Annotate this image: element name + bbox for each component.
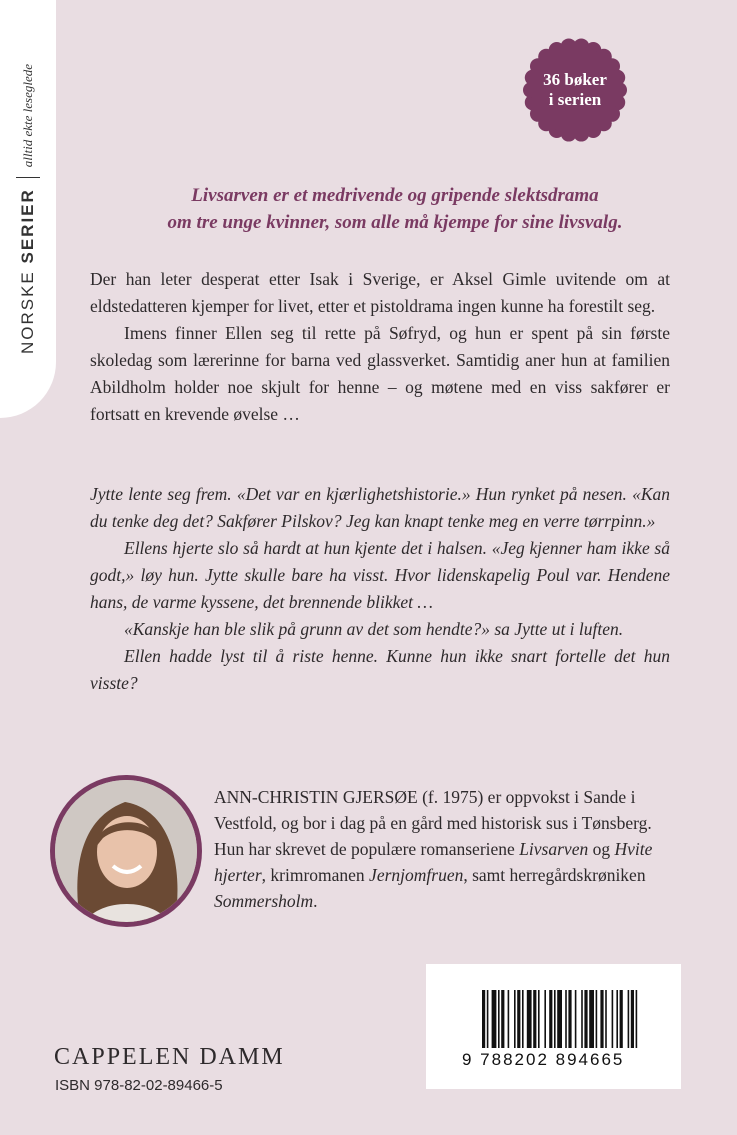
- description-paragraph: Imens finner Ellen seg til rette på Søfryd, og hun er spent på sin første skoledag som lærerinne for barna ved glassverket. Samtidig aner hun at familien Abildholm holder noe skjult for henne – og møtene med en viss sakfører er fortsatt en krevende øvelse …: [90, 323, 670, 424]
- description-paragraph: Der han leter desperat etter Isak i Sverige, er Aksel Gimle uvitende om at eldstedatteren kjemper for livet, etter et pistoldrama ingen kunne ha forestilt seg.: [90, 269, 670, 316]
- book-count-badge: [523, 38, 627, 142]
- author-bio-text: , krimromanen: [261, 865, 370, 885]
- author-portrait-icon: [55, 780, 197, 922]
- barcode-digits: 9 788202 894665: [462, 1050, 625, 1069]
- series-name: [18, 188, 38, 354]
- badge-line-2: i serien: [548, 90, 602, 109]
- series-spine-tab: [0, 0, 56, 418]
- book-description: [90, 266, 670, 428]
- tagline-line-2: om tre unge kvinner, som alle må kjempe for sine livsvalg.: [167, 212, 623, 233]
- author-bio-text: , samt herregårdskrøniken: [463, 865, 646, 885]
- series-logo: [16, 19, 40, 399]
- barcode: [426, 964, 681, 1089]
- tagline: [60, 182, 730, 236]
- barcode-icon: [426, 964, 681, 1089]
- series-name-light: NORSKE: [18, 270, 37, 355]
- author-bio-text: og: [588, 839, 615, 859]
- author-photo: [50, 775, 202, 927]
- series-slogan: alltid ekte leseglede: [20, 63, 35, 168]
- author-name: ANN-CHRISTIN GJERSØE: [214, 787, 418, 807]
- isbn: ISBN 978-82-02-89466-5: [55, 1077, 223, 1094]
- novel-title: Jernjomfruen: [369, 865, 464, 885]
- spine-divider: [16, 177, 40, 178]
- excerpt-paragraph: Ellen hadde lyst til å riste henne. Kunne hun ikke snart fortelle det hun visste?: [90, 646, 670, 693]
- excerpt-paragraph: «Kanskje han ble slik på grunn av det som hendte?» sa Jytte ut i luften.: [124, 619, 624, 639]
- author-bio-text: (f. 1975) er oppvokst i Sande i Vestfold, og bor i dag på en gård med historisk sus i Tønsberg. Hun har skrevet de populære romanseriene: [214, 787, 652, 859]
- chronicle-title: Sommersholm: [214, 891, 314, 911]
- series-title-1: Livsarven: [519, 839, 589, 859]
- excerpt-paragraph: Ellens hjerte slo så hardt at hun kjente det i halsen. «Jeg kjenner ham ikke så godt,» løy hun. Jytte skulle bare ha visst. Hvor lidenskapelig Poul var. Hendene hans, de varme kyssene, det brennende blikket …: [90, 538, 670, 612]
- book-excerpt: [90, 481, 670, 697]
- author-bio: [214, 784, 674, 914]
- series-title-2: Hvite hjerter: [214, 839, 653, 885]
- publisher-logo: CAPPELEN DAMM: [54, 1044, 285, 1070]
- badge-line-1: 36 bøker: [543, 70, 607, 89]
- tagline-line-1: Livsarven er et medrivende og gripende slektsdrama: [191, 185, 599, 206]
- author-bio-text: .: [313, 891, 318, 911]
- excerpt-paragraph: Jytte lente seg frem. «Det var en kjærlighetshistorie.» Hun rynket på nesen. «Kan du tenke deg det? Sakfører Pilskov? Jeg kan knapt tenke meg en verre tørrpinn.»: [90, 484, 670, 531]
- series-name-bold: SERIER: [18, 188, 37, 264]
